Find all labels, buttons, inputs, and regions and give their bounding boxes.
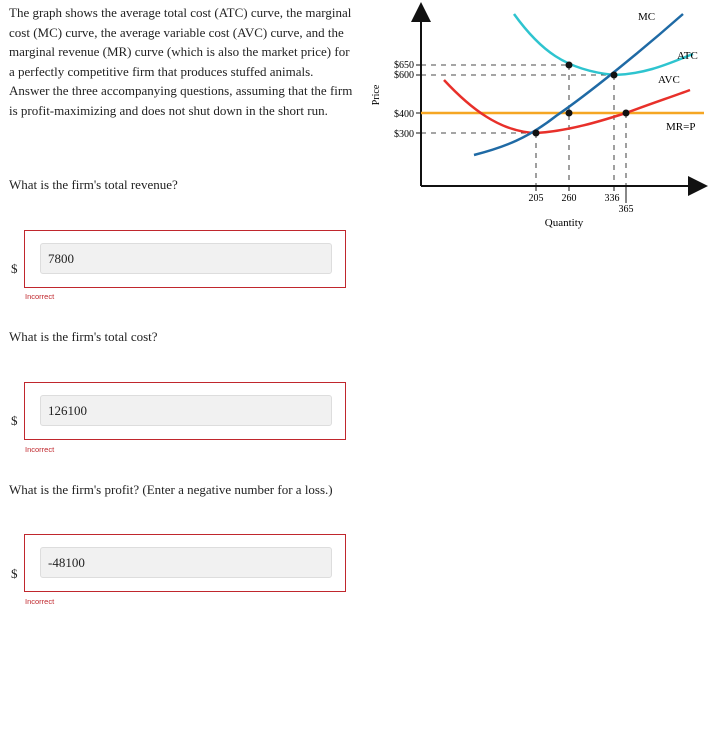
y-tick-600: $600 (394, 70, 414, 81)
x-tick-260: 260 (561, 193, 577, 204)
question-3-answer-box (24, 534, 346, 592)
question-1-answer-box (24, 230, 346, 288)
mc-curve (474, 14, 683, 155)
question-1-status: Incorrect (25, 292, 55, 301)
point-365-400 (623, 110, 630, 117)
question-1-prompt: What is the firm's total revenue? (9, 177, 178, 192)
question-3-status: Incorrect (25, 597, 55, 606)
question-3-currency: $ (11, 566, 18, 581)
y-tick-300: $300 (394, 129, 414, 140)
question-1-currency: $ (11, 261, 18, 276)
atc-curve (514, 14, 693, 75)
question-2-status: Incorrect (25, 445, 55, 454)
question-3-prompt: What is the firm's profit? (Enter a negative number for a loss.) (9, 482, 333, 497)
point-336-600 (611, 72, 618, 79)
avc-label: AVC (658, 74, 680, 86)
question-1-answer-input[interactable]: 7800 (40, 243, 332, 274)
mr-label: MR=P (666, 121, 696, 133)
avc-curve (444, 80, 690, 133)
question-3-answer-input[interactable]: -48100 (40, 547, 332, 578)
x-tick-205: 205 (528, 193, 544, 204)
cost-curves-chart (0, 0, 714, 240)
point-205-300 (533, 130, 540, 137)
atc-label: ATC (677, 50, 698, 62)
mc-label: MC (638, 11, 656, 23)
x-tick-365: 365 (618, 204, 634, 215)
point-260-650 (566, 62, 573, 69)
question-2-answer-box (24, 382, 346, 440)
x-tick-336: 336 (604, 193, 620, 204)
question-2-answer-input[interactable]: 126100 (40, 395, 332, 426)
point-260-400 (566, 110, 573, 117)
y-tick-400: $400 (394, 109, 414, 120)
y-tick-650: $650 (394, 60, 414, 71)
question-2-currency: $ (11, 413, 18, 428)
x-axis-label: Quantity (544, 217, 584, 229)
question-2-prompt: What is the firm's total cost? (9, 329, 158, 344)
y-axis-label: Price (371, 84, 382, 106)
question-intro: The graph shows the average total cost (ATC) curve, the marginal cost (MC) curve, the average variable cost (AVC) curve, and the marginal revenue (MR) curve (which is also the market price) for a perfectly competitive firm that produces stuffed animals. Answer the three accompanying questions, assuming that the firm is profit-maximizing and does not shut down in the short run. (9, 5, 353, 118)
